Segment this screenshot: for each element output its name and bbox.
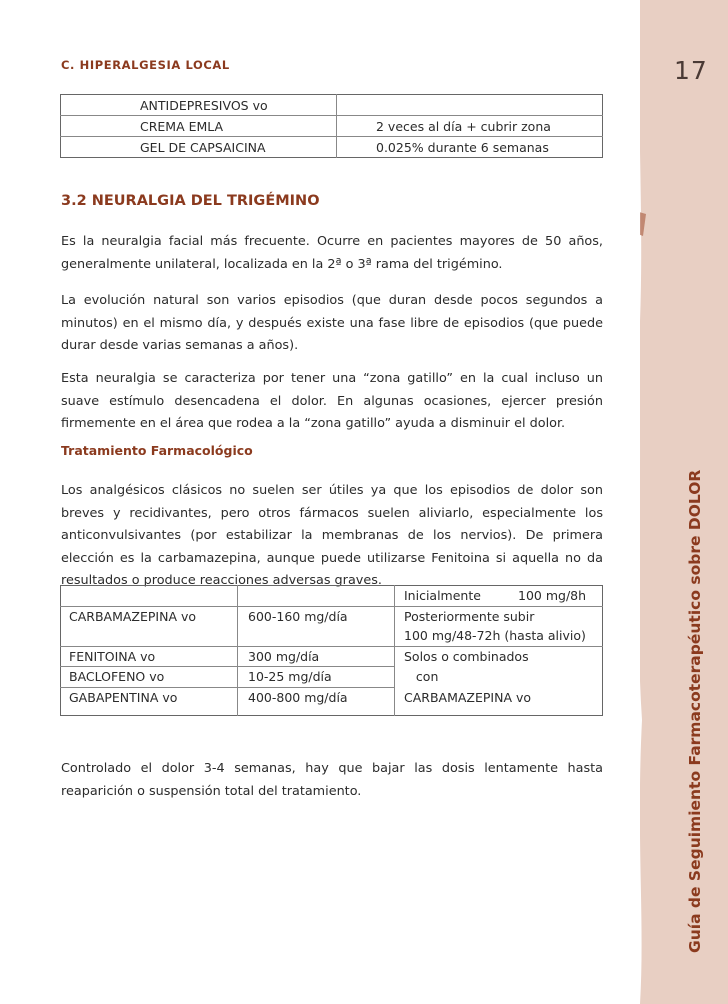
- drug-cell: CARBAMAZEPINA vo: [61, 606, 238, 626]
- treatment-cell: Posteriormente subir: [395, 606, 603, 626]
- table-row: [61, 137, 603, 158]
- treatment-cell: 100 mg/48-72h (hasta alivio): [404, 628, 586, 644]
- drug-cell: CREMA EMLA: [61, 116, 337, 137]
- table-row: [61, 116, 603, 137]
- torn-edge-decoration: [640, 0, 728, 1004]
- drug-cell: FENITOINA vo: [61, 646, 238, 667]
- dose-cell: 400-800 mg/día: [238, 687, 395, 707]
- table-row: [61, 606, 603, 626]
- side-title: Guía de Seguimiento Farmacoterapéutico sobre DOLOR: [686, 469, 704, 953]
- table-row: [61, 687, 603, 707]
- table-row: [61, 707, 603, 716]
- paragraph-2: La evolución natural son varios episodios (que duran desde pocos segundos a minutos) en el mismo día, y después existe una fase libre de episodios (que puede durar desde varias semanas a años).: [61, 293, 603, 353]
- subheading: Tratamiento Farmacológico: [61, 443, 253, 458]
- table-row: [61, 95, 603, 116]
- dose-cell: 600-160 mg/día: [238, 606, 395, 626]
- treatment-cell: con: [404, 669, 439, 685]
- treatment-cell-label: Inicialmente: [404, 588, 481, 604]
- drug-cell: GABAPENTINA vo: [61, 687, 238, 707]
- dose-cell: 0.025% durante 6 semanas: [337, 137, 603, 158]
- table-row: [61, 586, 603, 607]
- table-row: [61, 646, 603, 667]
- dose-cell: 2 veces al día + cubrir zona: [337, 116, 603, 137]
- drug-cell: ANTIDEPRESIVOS vo: [61, 95, 337, 116]
- drug-cell: GEL DE CAPSAICINA: [61, 137, 337, 158]
- paragraph-5: Controlado el dolor 3-4 semanas, hay que bajar las dosis lentamente hasta reaparición o suspensión total del tratamiento.: [61, 761, 603, 799]
- paragraph-4: Los analgésicos clásicos no suelen ser útiles ya que los episodios de dolor son breves y recidivantes, pero otros fármacos suelen aliviarlo, especialmente los anticonvulsivantes (por estabilizar la membranas de los nervios). De primera elección es la carbamazepina, aunque puede utilizarse Fenitoina si aquella no da resultados o produce reacciones adversas graves.: [61, 483, 603, 588]
- sidebar-band: [640, 0, 728, 1004]
- dose-cell: 10-25 mg/día: [238, 667, 395, 688]
- paragraph-3: Esta neuralgia se caracteriza por tener una “zona gatillo” en la cual incluso un suave estímulo desencadena el dolor. En algunas ocasiones, ejercer presión firmemente en el área que rodea a la “zona gatillo” ayuda a disminuir el dolor.: [61, 371, 603, 431]
- treatment-cell: CARBAMAZEPINA vo: [404, 689, 532, 705]
- treatment-cell: Solos o combinados: [395, 646, 603, 667]
- paragraph-1: Es la neuralgia facial más frecuente. Ocurre en pacientes mayores de 50 años, generalmente unilateral, localizada en la 2ª o 3ª rama del trigémino.: [61, 234, 603, 272]
- page-number: 17: [674, 56, 708, 85]
- hyperalgesia-table: [60, 94, 603, 158]
- table-row: [61, 667, 603, 688]
- drug-cell: BACLOFENO vo: [61, 667, 238, 688]
- section-label: C. HIPERALGESIA LOCAL: [61, 58, 230, 72]
- section-heading: 3.2 NEURALGIA DEL TRIGÉMINO: [61, 193, 320, 209]
- table-row: [61, 626, 603, 646]
- treatment-cell-value: 100 mg/8h: [518, 588, 587, 604]
- dose-cell: 300 mg/día: [238, 646, 395, 667]
- trigeminal-treatment-table: [60, 585, 603, 716]
- dose-cell: [337, 95, 603, 116]
